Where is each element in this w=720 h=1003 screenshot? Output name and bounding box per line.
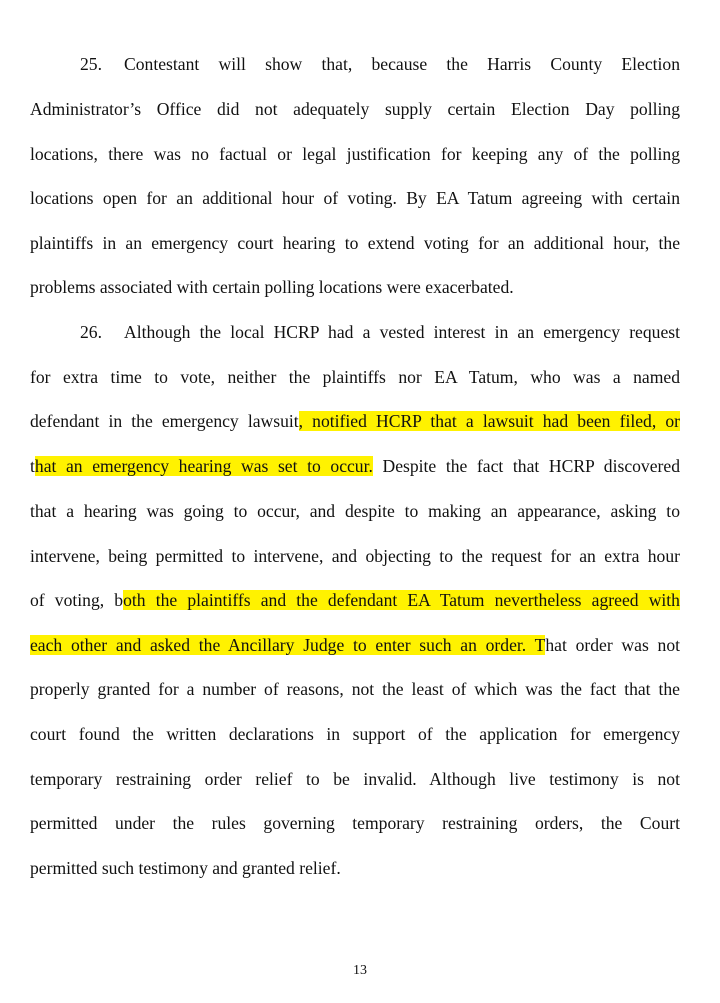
- paragraph-25-line-3: locations, there was no factual or legal justification for keeping any of the polling: [30, 144, 680, 164]
- paragraph-26-line-2: for extra time to vote, neither the plaintiffs nor EA Tatum, who was a named: [30, 367, 680, 387]
- paragraph-25-line-6: problems associated with certain polling locations were exacerbated.: [30, 277, 514, 297]
- paragraph-25-line-1: [80, 52, 680, 76]
- paragraph-25-line-4: locations open for an additional hour of voting. By EA Tatum agreeing with certain: [30, 188, 680, 208]
- highlighted-text: each other and asked the Ancillary Judge to enter such an order. T: [30, 635, 546, 655]
- paragraph-26-line-13: permitted such testimony and granted relief.: [30, 858, 341, 878]
- paragraph-26-text: Although the local HCRP had a vested interest in an emergency request: [124, 322, 680, 342]
- paragraph-26-line-5: that a hearing was going to occur, and despite to making an appearance, asking to: [30, 501, 680, 521]
- paragraph-25-number: 25.: [80, 54, 102, 74]
- paragraph-26-line-4: [30, 454, 680, 478]
- paragraph-26-line-3: [30, 409, 680, 433]
- paragraph-26-line-10: court found the written declarations in support of the application for emergency: [30, 724, 680, 744]
- highlighted-text: , notified HCRP that a lawsuit had been filed, or: [298, 411, 680, 431]
- paragraph-26-line-7-plain: of voting, b: [30, 590, 124, 610]
- paragraph-26-line-4-plain-start: t: [30, 456, 35, 476]
- paragraph-25-line-2: Administrator’s Office did not adequately supply certain Election Day polling: [30, 99, 680, 119]
- paragraph-26-line-1: [80, 320, 680, 344]
- paragraph-26-line-6: intervene, being permitted to intervene, and objecting to the request for an extra hour: [30, 546, 680, 566]
- paragraph-26-line-7: [30, 588, 680, 612]
- paragraph-26-line-11: temporary restraining order relief to be invalid. Although live testimony is not: [30, 769, 680, 789]
- paragraph-26-line-9: properly granted for a number of reasons, not the least of which was the fact that the: [30, 679, 680, 699]
- paragraph-26-line-12: permitted under the rules governing temporary restraining orders, the Court: [30, 813, 680, 833]
- paragraph-26-line-4-plain-end: Despite the fact that HCRP discovered: [372, 456, 680, 476]
- highlighted-text: oth the plaintiffs and the defendant EA Tatum nevertheless agreed with: [123, 590, 680, 610]
- paragraph-26-line-8: [30, 633, 680, 657]
- paragraph-25-text: Contestant will show that, because the Harris County Election: [124, 54, 680, 74]
- paragraph-26-number: 26.: [80, 322, 102, 342]
- highlighted-text: hat an emergency hearing was set to occur.: [34, 456, 373, 476]
- paragraph-25-line-5: plaintiffs in an emergency court hearing to extend voting for an additional hour, the: [30, 233, 680, 253]
- paragraph-26-line-3-plain: defendant in the emergency lawsuit: [30, 411, 299, 431]
- paragraph-26-line-8-plain: hat order was not: [545, 635, 681, 655]
- page-number: 13: [353, 963, 367, 978]
